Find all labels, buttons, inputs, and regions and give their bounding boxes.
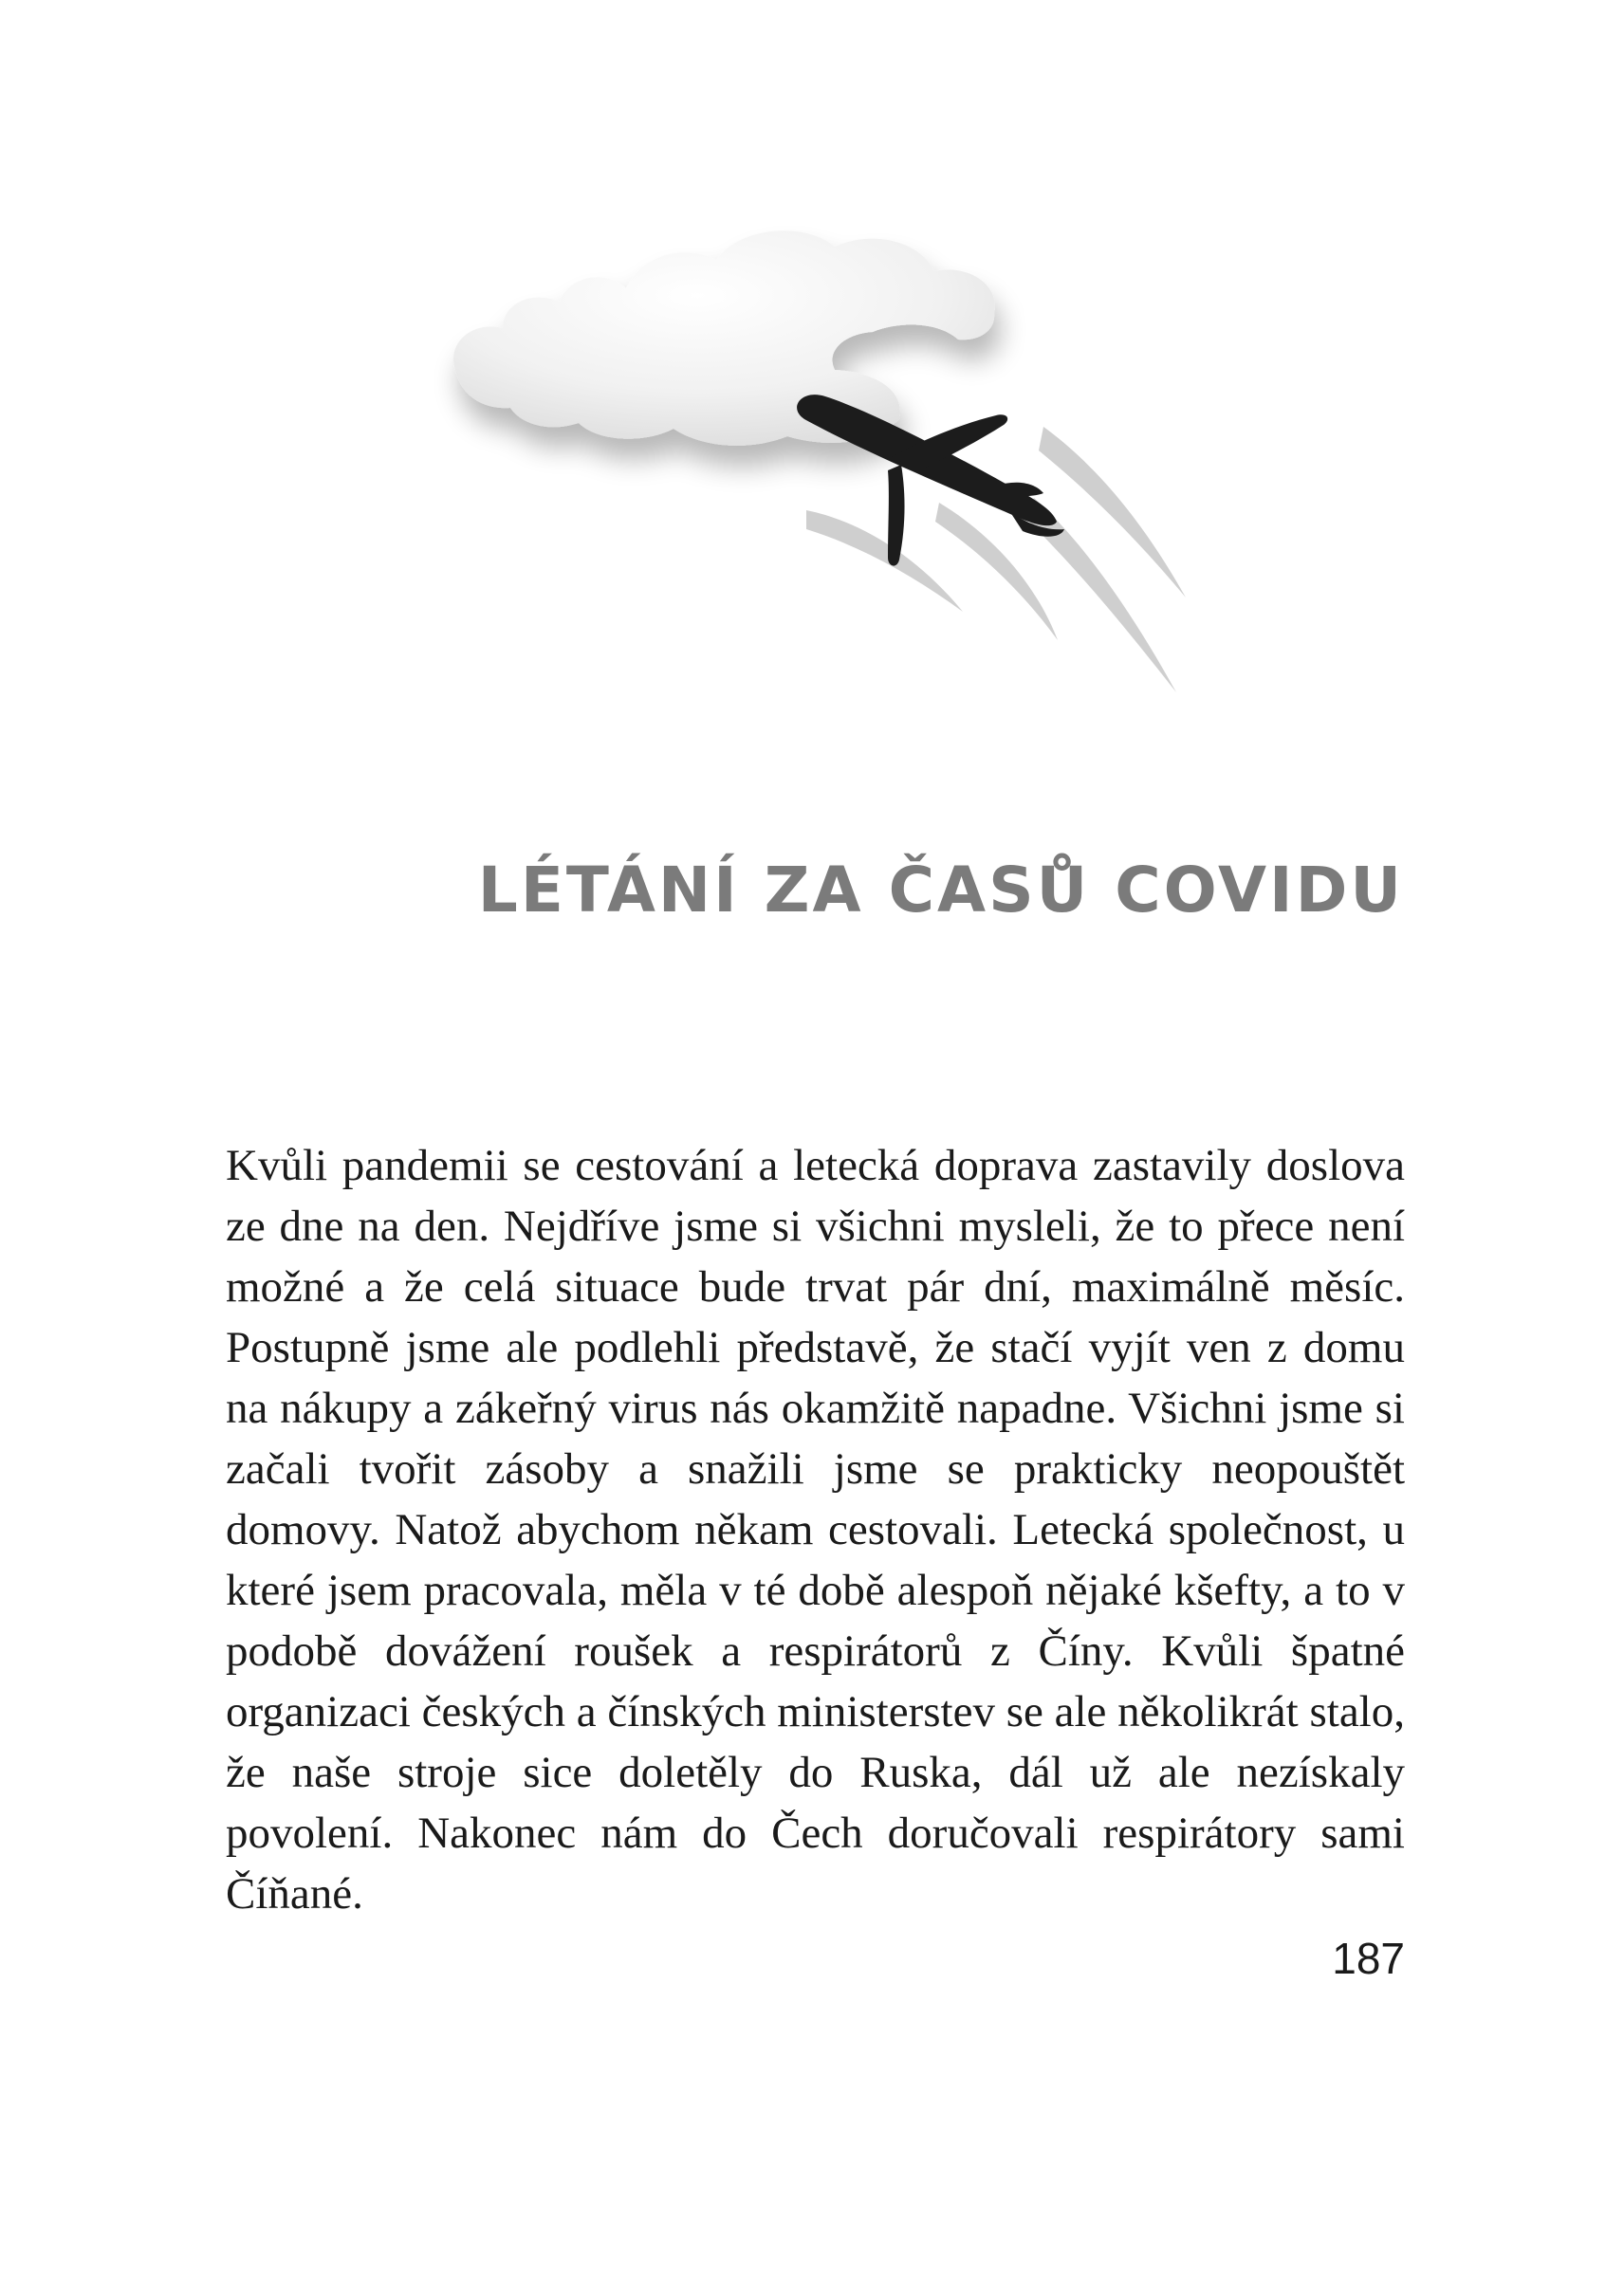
airplane-icon	[797, 395, 1064, 565]
body-paragraph: Kvůli pandemii se cestování a letecká doprava zastavily doslova ze dne na den. Nejdříve jsme si všichni mysleli, že to přece není možné a že celá situace bude trvat pár dní, maximálně měsíc. Postupně jsme ale podlehli představě, že stačí vyjít ven z domu na nákupy a zákeřný virus nás okamžitě napadne. Všichni jsme si začali tvořit zásoby a snažili jsme se prakticky neopouštět domovy. Natož abychom někam cestovali. Letecká společnost, u které jsem pracovala, měla v té době alespoň nějaké kšefty, a to v podobě dovážení roušek a respirátorů z Číny. Kvůli špatné organizaci českých a čínských ministerstev se ale několikrát stalo, že naše stroje sice doletěly do Ruska, dál už ale nezískaly povolení. Nakonec nám do Čech doručovali respirátory sami Číňané.	[226, 1141, 1405, 1919]
speed-lines-icon	[806, 427, 1186, 692]
page-number: 187	[1332, 1934, 1405, 1983]
plane-cloud-illustration	[427, 209, 1281, 797]
cloud-icon	[453, 230, 995, 446]
chapter-illustration	[427, 209, 1281, 797]
chapter-title: LÉTÁNÍ ZA ČASŮ COVIDU	[477, 854, 1404, 927]
